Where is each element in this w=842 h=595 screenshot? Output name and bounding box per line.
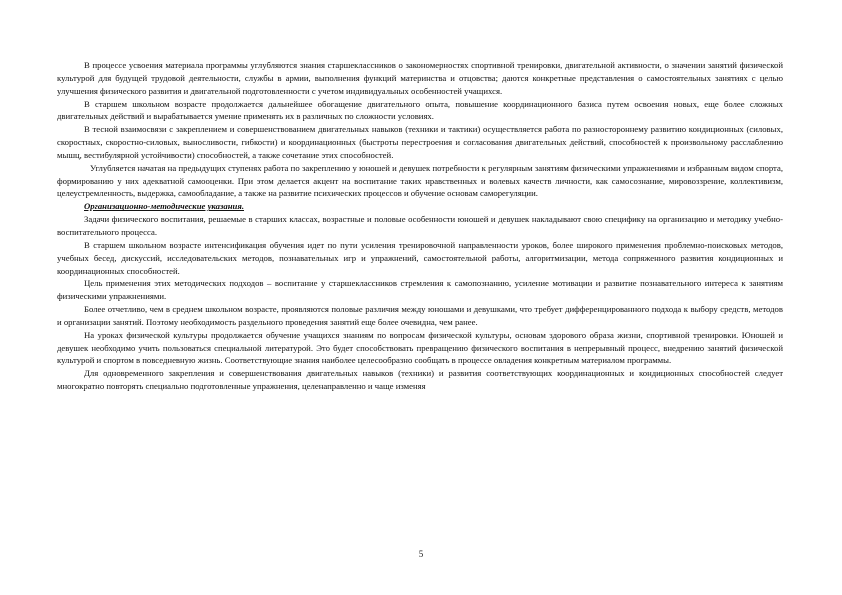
section-heading: Организационно-методические указания. <box>84 201 244 212</box>
paragraph: Цель применения этих методических подходов – воспитание у старшеклассников стремления к самопознанию, усиление мотивации и развитие познавательного интереса к занятиям физическими упражнениями. <box>57 278 783 302</box>
paragraph: В старшем школьном возрасте интенсификация обучения идет по пути усиления тренировочной направленности уроков, более широкого применения проблемно-поисковых методов, учебных бесед, дискуссий, исследовательских методов, познавательных игр и упражнений, самостоятельной работы, алгоритмизации, метода сопряженного развития кондиционных и координационных способностей. <box>57 239 783 276</box>
paragraph: В тесной взаимосвязи с закреплением и совершенствованием двигательных навыков (техники и тактики) осуществляется работа по разностороннему развитию кондиционных (силовых, скоростных, скоростно-силовых, выносливости, гибкости) и координационных (быстроты перестроения и согласования двигательных действий, способностей к произвольному расслаблению мышц, вестибулярной устойчивости) способностей, а также сочетание этих способностей. <box>57 124 783 160</box>
paragraph: В старшем школьном возрасте продолжается дальнейшее обогащение двигательного опыта, повышение координационного базиса путем освоения новых, еще более сложных двигательных действий и вырабатывается умение применять их в различных по сложности условиях. <box>57 98 783 122</box>
paragraph: Углубляется начатая на предыдущих ступенях работа по закреплению у юношей и девушек потребности к регулярным занятиям физическими упражнениями и избранным видом спорта, формированию у них адекватной самооценки. При этом делается акцент на воспитание таких нравственных и волевых качеств личности, как самосознание, мировоззрение, коллективизм, целеустремленность, выдержка, самообладание, а также на развитие психических процессов и обучение основам саморегуляции. <box>57 162 783 199</box>
paragraph: Для одновременного закрепления и совершенствования двигательных навыков (техники) и развития соответствующих координационных и кондиционных способностей следует многократно повторять специально подготовленные упражнения, целенаправленно и чаще изменяя <box>57 368 783 392</box>
paragraph: Более отчетливо, чем в среднем школьном возрасте, проявляются половые различия между юношами и девушками, что требует дифференцированного подхода к выбору средств, методов и организации занятий. Поэтому необходимость раздельного проведения занятий еще более очевидна, чем ранее. <box>57 304 783 327</box>
paragraph: На уроках физической культуры продолжается обучение учащихся знаниям по вопросам физической культуры, основам здорового образа жизни, спортивной тренировки. Юношей и девушек необходимо учить пользоваться специальной литературой. Это будет способствовать превращению физического воспитания в непрерывный процесс, внедрению занятий физической культурой и спортом в повседневную жизнь. Соответствующие знания наиболее целесообразно сообщать в процессе овладения конкретным материалом программы. <box>57 329 783 366</box>
page-content <box>57 59 783 393</box>
paragraph: Задачи физического воспитания, решаемые в старших классах, возрастные и половые особенности юношей и девушек накладывают свою специфику на организацию и методику учебно-воспитательного процесса. <box>57 214 783 237</box>
paragraph: В процессе усвоения материала программы углубляются знания старшеклассников о закономерностях спортивной тренировки, двигательной активности, о значении занятий физической культурой для будущей трудовой деятельности, службы в армии, выполнения функций материнства и отцовства; даются конкретные представления о самостоятельных занятиях с целью улучшения физического развития и двигательной подготовленности с учетом индивидуальных особенностей учащихся. <box>57 60 783 96</box>
page-number: 5 <box>418 549 424 559</box>
